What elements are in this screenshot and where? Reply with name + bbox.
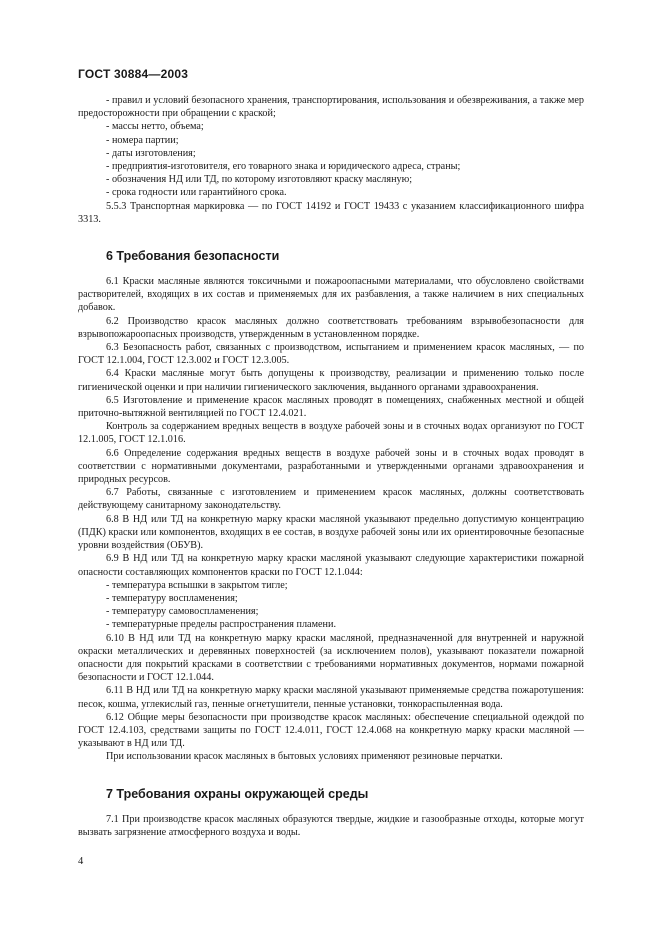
page-number: 4 xyxy=(78,856,84,867)
paragraph: 6.5 Изготовление и применение красок масляных проводят в помещениях, снабженных местной и общей приточно-вытяжной вентиляцией по ГОСТ 12.4.021. xyxy=(78,394,584,420)
paragraph: 6.3 Безопасность работ, связанных с производством, испытанием и применением красок масляных, — по ГОСТ 12.1.004, ГОСТ 12.3.002 и ГОСТ 12.3.005. xyxy=(78,342,584,367)
paragraph: Контроль за содержанием вредных веществ в воздухе рабочей зоны и в сточных водах организуют по ГОСТ 12.1.005, ГОСТ 12.1.016. xyxy=(78,421,584,446)
page-content xyxy=(78,94,584,839)
document-header: ГОСТ 30884—2003 xyxy=(78,67,189,81)
paragraph: - правил и условий безопасного хранения, транспортирования, использования и обезвреживания, а также мер предосторожности при обращении с краской; xyxy=(78,95,584,120)
section-heading: 7 Требования охраны окружающей среды xyxy=(106,786,369,801)
paragraph: 6.11 В НД или ТД на конкретную марку краски масляной указывают применяемые средства пожаротушения: песок, кошма, углекислый газ, пенные огнетушители, пенные установки, тонкораспыленная вода. xyxy=(78,685,584,710)
list-item: - номера партии; xyxy=(106,134,179,146)
list-item: - температурные пределы распространения пламени. xyxy=(106,619,336,631)
paragraph: 6.6 Определение содержания вредных веществ в воздухе рабочей зоны и в сточных водах проводят в соответствии с нормативными документами, разработанными и утвержденными органами здравоохранения и природных ресурсов. xyxy=(78,447,584,486)
paragraph: 5.5.3 Транспортная маркировка — по ГОСТ 14192 и ГОСТ 19433 с указанием классификационного шифра 3313. xyxy=(78,200,584,225)
list-item: - температуру самовоспламенения; xyxy=(106,606,259,618)
paragraph: 6.4 Краски масляные могут быть допущены к производству, реализации и применению только после гигиенической оценки и при наличии гигиенического заключения, выданного органами здравоохранения. xyxy=(78,368,584,393)
list-item: - обозначения НД или ТД, по которому изготовляют краску масляную; xyxy=(106,174,413,186)
paragraph: 6.10 В НД или ТД на конкретную марку краски масляной, предназначенной для внутренней и наружной окраски металлических и деревянных поверхностей (за исключением полов), указывают показатели пожарной опасности для покрытий красками в соответствии с требованиями нормативных документов, нормами пожарной безопасности и ГОСТ 12.1.044. xyxy=(78,632,584,684)
paragraph: 6.9 В НД или ТД на конкретную марку краски масляной указывают следующие характеристики пожарной опасности составляющих компонентов краски по ГОСТ 12.1.044: xyxy=(78,553,584,578)
section-heading: 6 Требования безопасности xyxy=(106,249,280,264)
list-item: - предприятия-изготовителя, его товарного знака и юридического адреса, страны; xyxy=(106,161,461,173)
paragraph: 7.1 При производстве красок масляных образуются твердые, жидкие и газообразные отходы, которые могут вызвать загрязнение атмосферного воздуха и воды. xyxy=(78,813,584,838)
paragraph: 6.1 Краски масляные являются токсичными и пожароопасными материалами, что обусловлено свойствами растворителей, входящих в их состав и применяемых для их разбавления, а также наличием в них специальных добавок. xyxy=(78,276,584,314)
paragraph: 6.7 Работы, связанные с изготовлением и применением красок масляных, должны соответствовать действующему санитарному законодательству. xyxy=(78,487,584,512)
list-item: - температуру воспламенения; xyxy=(106,592,238,604)
list-item: - даты изготовления; xyxy=(106,147,196,159)
paragraph: 6.12 Общие меры безопасности при производстве красок масляных: обеспечение специальной одеждой по ГОСТ 12.4.103, средствами защиты по ГОСТ 12.4.011, ГОСТ 12.4.068 на конкретную марку краски масляной — указывают в НД или ТД. xyxy=(78,711,584,750)
paragraph: 6.8 В НД или ТД на конкретную марку краски масляной указывают предельно допустимую концентрацию (ПДК) краски или компонентов, входящих в ее состав, в воздухе рабочей зоны или их ориентировочные безопасные уровни воздействия (ОБУВ). xyxy=(78,513,584,552)
paragraph: 6.2 Производство красок масляных должно соответствовать требованиям взрывобезопасности для взрывопожароопасных производств, утвержденным в установленном порядке. xyxy=(78,315,584,340)
paragraph: При использовании красок масляных в бытовых условиях применяют резиновые перчатки. xyxy=(106,751,503,763)
list-item: - температура вспышки в закрытом тигле; xyxy=(106,579,288,591)
list-item: - срока годности или гарантийного срока. xyxy=(106,187,287,199)
list-item: - массы нетто, объема; xyxy=(106,121,204,133)
